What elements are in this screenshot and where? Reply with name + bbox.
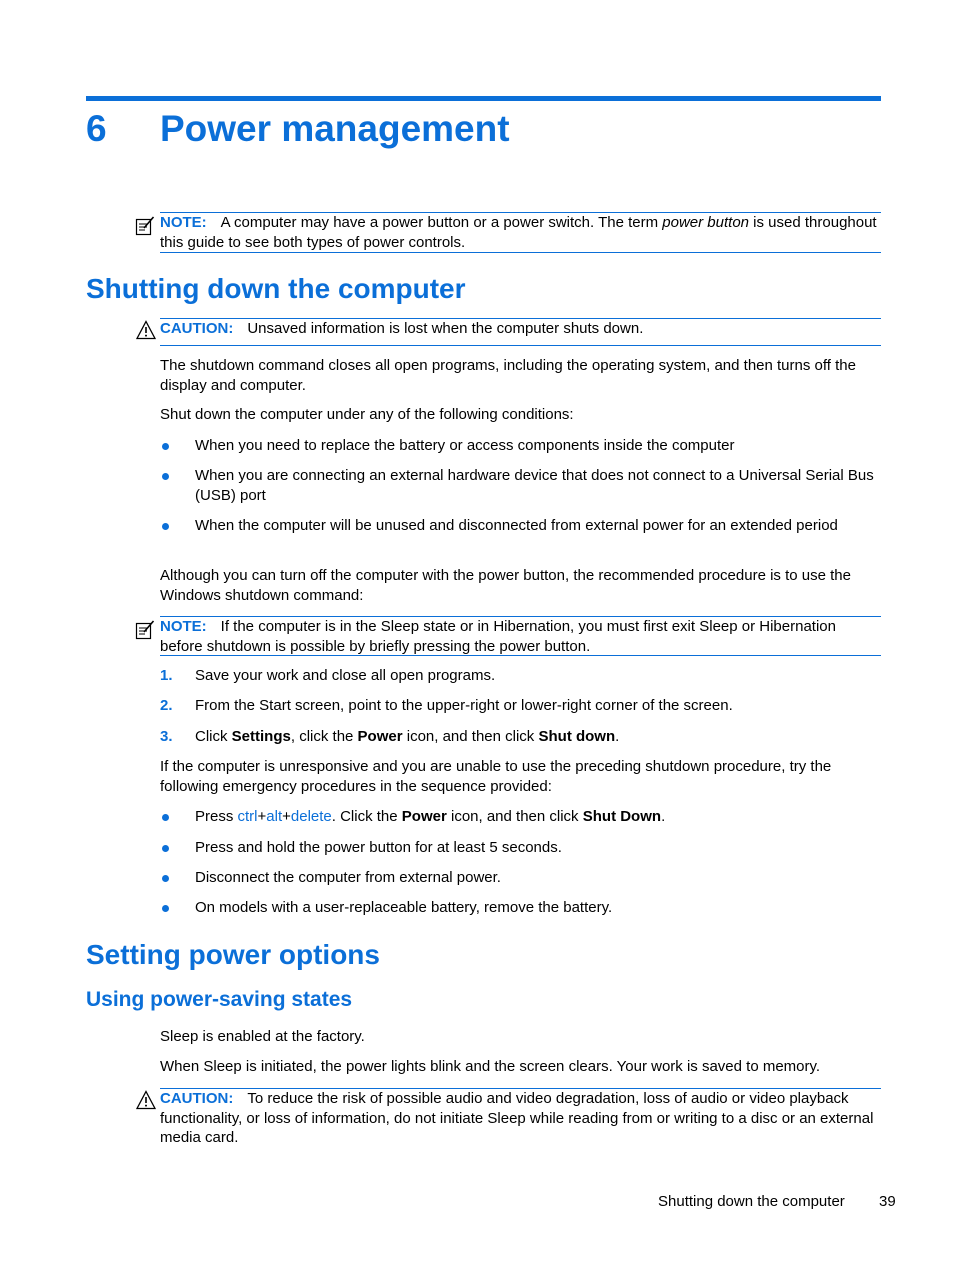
- note-icon: [135, 216, 155, 236]
- bullet-icon: [162, 905, 169, 912]
- bullet-icon: [162, 523, 169, 530]
- caution-icon: [136, 320, 156, 340]
- chapter-rule: [86, 96, 881, 101]
- paragraph-sleep-enabled: Sleep is enabled at the factory.: [160, 1028, 365, 1045]
- step-number: 3.: [160, 728, 173, 745]
- step-text: From the Start screen, point to the upper-right or lower-right corner of the screen.: [195, 697, 733, 714]
- caution-box-unsaved: [160, 318, 881, 346]
- step-text: Click Settings, click the Power icon, and then click Shut down.: [195, 728, 620, 745]
- list-item-text: On models with a user-replaceable battery, remove the battery.: [195, 899, 613, 916]
- list-item-text: When the computer will be unused and disconnected from external power for an extended period: [195, 517, 838, 534]
- paragraph-conditions-intro: Shut down the computer under any of the following conditions:: [160, 406, 574, 423]
- note-emphasis: power button: [662, 214, 750, 231]
- step-number: 2.: [160, 697, 173, 714]
- bullet-icon: [162, 443, 169, 450]
- bullet-icon: [162, 845, 169, 852]
- list-item-text: Press ctrl+alt+delete. Click the Power icon, and then click Shut Down.: [195, 808, 666, 825]
- subsection-heading-power-saving: Using power-saving states: [86, 988, 353, 1011]
- note-box-power-button: [160, 212, 881, 253]
- note-icon: [135, 620, 155, 640]
- paragraph-emergency-intro: If the computer is unresponsive and you are unable to use the preceding shutdown procedure, try the following emergency procedures in the sequence provided:: [160, 758, 832, 795]
- paragraph-sleep-initiated: When Sleep is initiated, the power lights blink and the screen clears. Your work is saved to memory.: [160, 1058, 821, 1075]
- caution-label: CAUTION:: [160, 1090, 234, 1107]
- chapter-title: Power management: [160, 108, 510, 149]
- note-text: If the computer is in the Sleep state or in Hibernation, you must first exit Sleep or Hibernation before shutdown is possible by briefly pressing the power button.: [160, 618, 836, 655]
- list-item-text: When you are connecting an external hardware device that does not connect to a Universal Serial Bus (USB) port: [195, 467, 874, 504]
- note-text-end: is used throughout this guide to see both types of power controls.: [160, 214, 877, 251]
- list-item-text: When you need to replace the battery or access components inside the computer: [195, 437, 735, 454]
- section-heading-power-options: Setting power options: [86, 939, 380, 970]
- note-label: NOTE:: [160, 618, 207, 635]
- list-item-text: Disconnect the computer from external power.: [195, 869, 501, 886]
- section-heading-shutting-down: Shutting down the computer: [86, 273, 466, 304]
- bullet-icon: [162, 814, 169, 821]
- step-text: Save your work and close all open programs.: [195, 667, 496, 684]
- caution-icon: [136, 1090, 156, 1110]
- note-text: A computer may have a power button or a power switch. The term: [220, 214, 663, 231]
- bullet-icon: [162, 473, 169, 480]
- list-item-text: Press and hold the power button for at least 5 seconds.: [195, 839, 562, 856]
- note-box-sleep-hibernation: [160, 616, 881, 656]
- footer-page-number: 39: [879, 1193, 896, 1210]
- key-delete: delete: [290, 808, 332, 825]
- chapter-number: 6: [86, 108, 107, 149]
- paragraph-recommended-procedure: Although you can turn off the computer with the power button, the recommended procedure is to use the Windows shutdown command:: [160, 567, 851, 604]
- key-ctrl: ctrl: [237, 808, 258, 825]
- step-number: 1.: [160, 667, 173, 684]
- note-label: NOTE:: [160, 214, 207, 231]
- caution-box-sleep-degradation: [160, 1088, 881, 1148]
- footer-section-title: Shutting down the computer: [658, 1193, 845, 1210]
- caution-label: CAUTION:: [160, 320, 234, 337]
- bullet-icon: [162, 875, 169, 882]
- caution-text: To reduce the risk of possible audio and video degradation, loss of audio or video playback functionality, or loss of information, do not initiate Sleep while reading from or writing to a disc or an external media card.: [160, 1090, 874, 1146]
- caution-text: Unsaved information is lost when the computer shuts down.: [247, 320, 644, 337]
- key-alt: alt: [266, 808, 283, 825]
- paragraph-shutdown-command: The shutdown command closes all open programs, including the operating system, and then turns off the display and computer.: [160, 357, 856, 394]
